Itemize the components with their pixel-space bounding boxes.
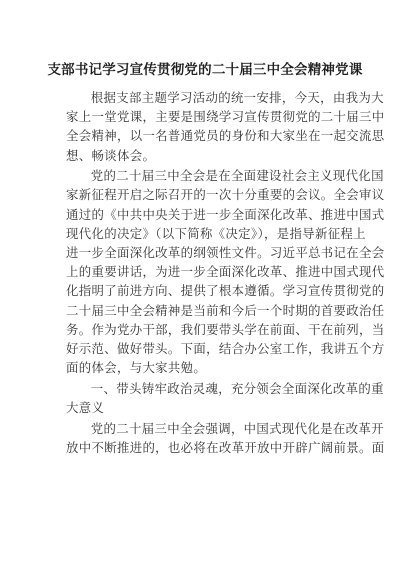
paragraph-intro — [66, 88, 385, 165]
text-line: 进一步全面深化改革的纲领性文件。习近平总书记在全会 — [66, 245, 385, 261]
document-body — [66, 88, 385, 457]
paragraph-plenum — [66, 166, 385, 377]
text-line: 党的二十届三中全会是在全面建设社会主义现代化国 — [90, 168, 384, 184]
text-line: 化指明了前进方向、提供了根本遵循。学习宣传贯彻党的 — [66, 283, 385, 299]
document-title: 支部书记学习宣传贯彻党的二十届三中全会精神党课 — [47, 62, 363, 78]
text-line: 二十届三中全会精神是当前和今后一个时期的首要政治任 — [66, 302, 385, 318]
text-line: 根据支部主题学习活动的统一安排，今天，由我为大 — [90, 90, 384, 105]
text-line: 面的体会，与大家共勉。 — [66, 360, 207, 376]
text-line: 想、畅谈体会。 — [66, 147, 156, 163]
text-line: 大意义 — [66, 400, 105, 416]
text-line: 党的二十届三中全会强调，中国式现代化是在改革开 — [90, 420, 384, 436]
text-line: 家上一堂党课，主要是围绕学习宣传贯彻党的二十届三中 — [66, 109, 385, 125]
text-line: 务。作为党办干部，我们要带头学在前面、干在前列，当 — [66, 321, 385, 337]
text-line: 家新征程开启之际召开的一次十分重要的会议。全会审议 — [66, 187, 385, 203]
section-heading-1 — [66, 379, 384, 417]
text-line: 上的重要讲话，为进一步全面深化改革、推进中国式现代 — [66, 264, 385, 280]
text-line: 全会精神，以一名普通党员的身份和大家坐在一起交流思 — [66, 128, 385, 144]
text-line: 现代化的决定》（以下简称《决定》），是指导新征程上 — [66, 225, 366, 241]
text-line: 好示范、做好带头。下面，结合办公室工作，我讲五个方 — [66, 341, 385, 357]
paragraph-section-1 — [66, 419, 385, 457]
text-line: 一、带头铸牢政治灵魂，充分领会全面深化改革的重 — [90, 380, 384, 396]
text-line: 放中不断推进的，也必将在改革开放中开辟广阔前景。面 — [66, 439, 385, 455]
text-line: 通过的《中共中央关于进一步全面深化改革、推进中国式 — [66, 206, 385, 222]
